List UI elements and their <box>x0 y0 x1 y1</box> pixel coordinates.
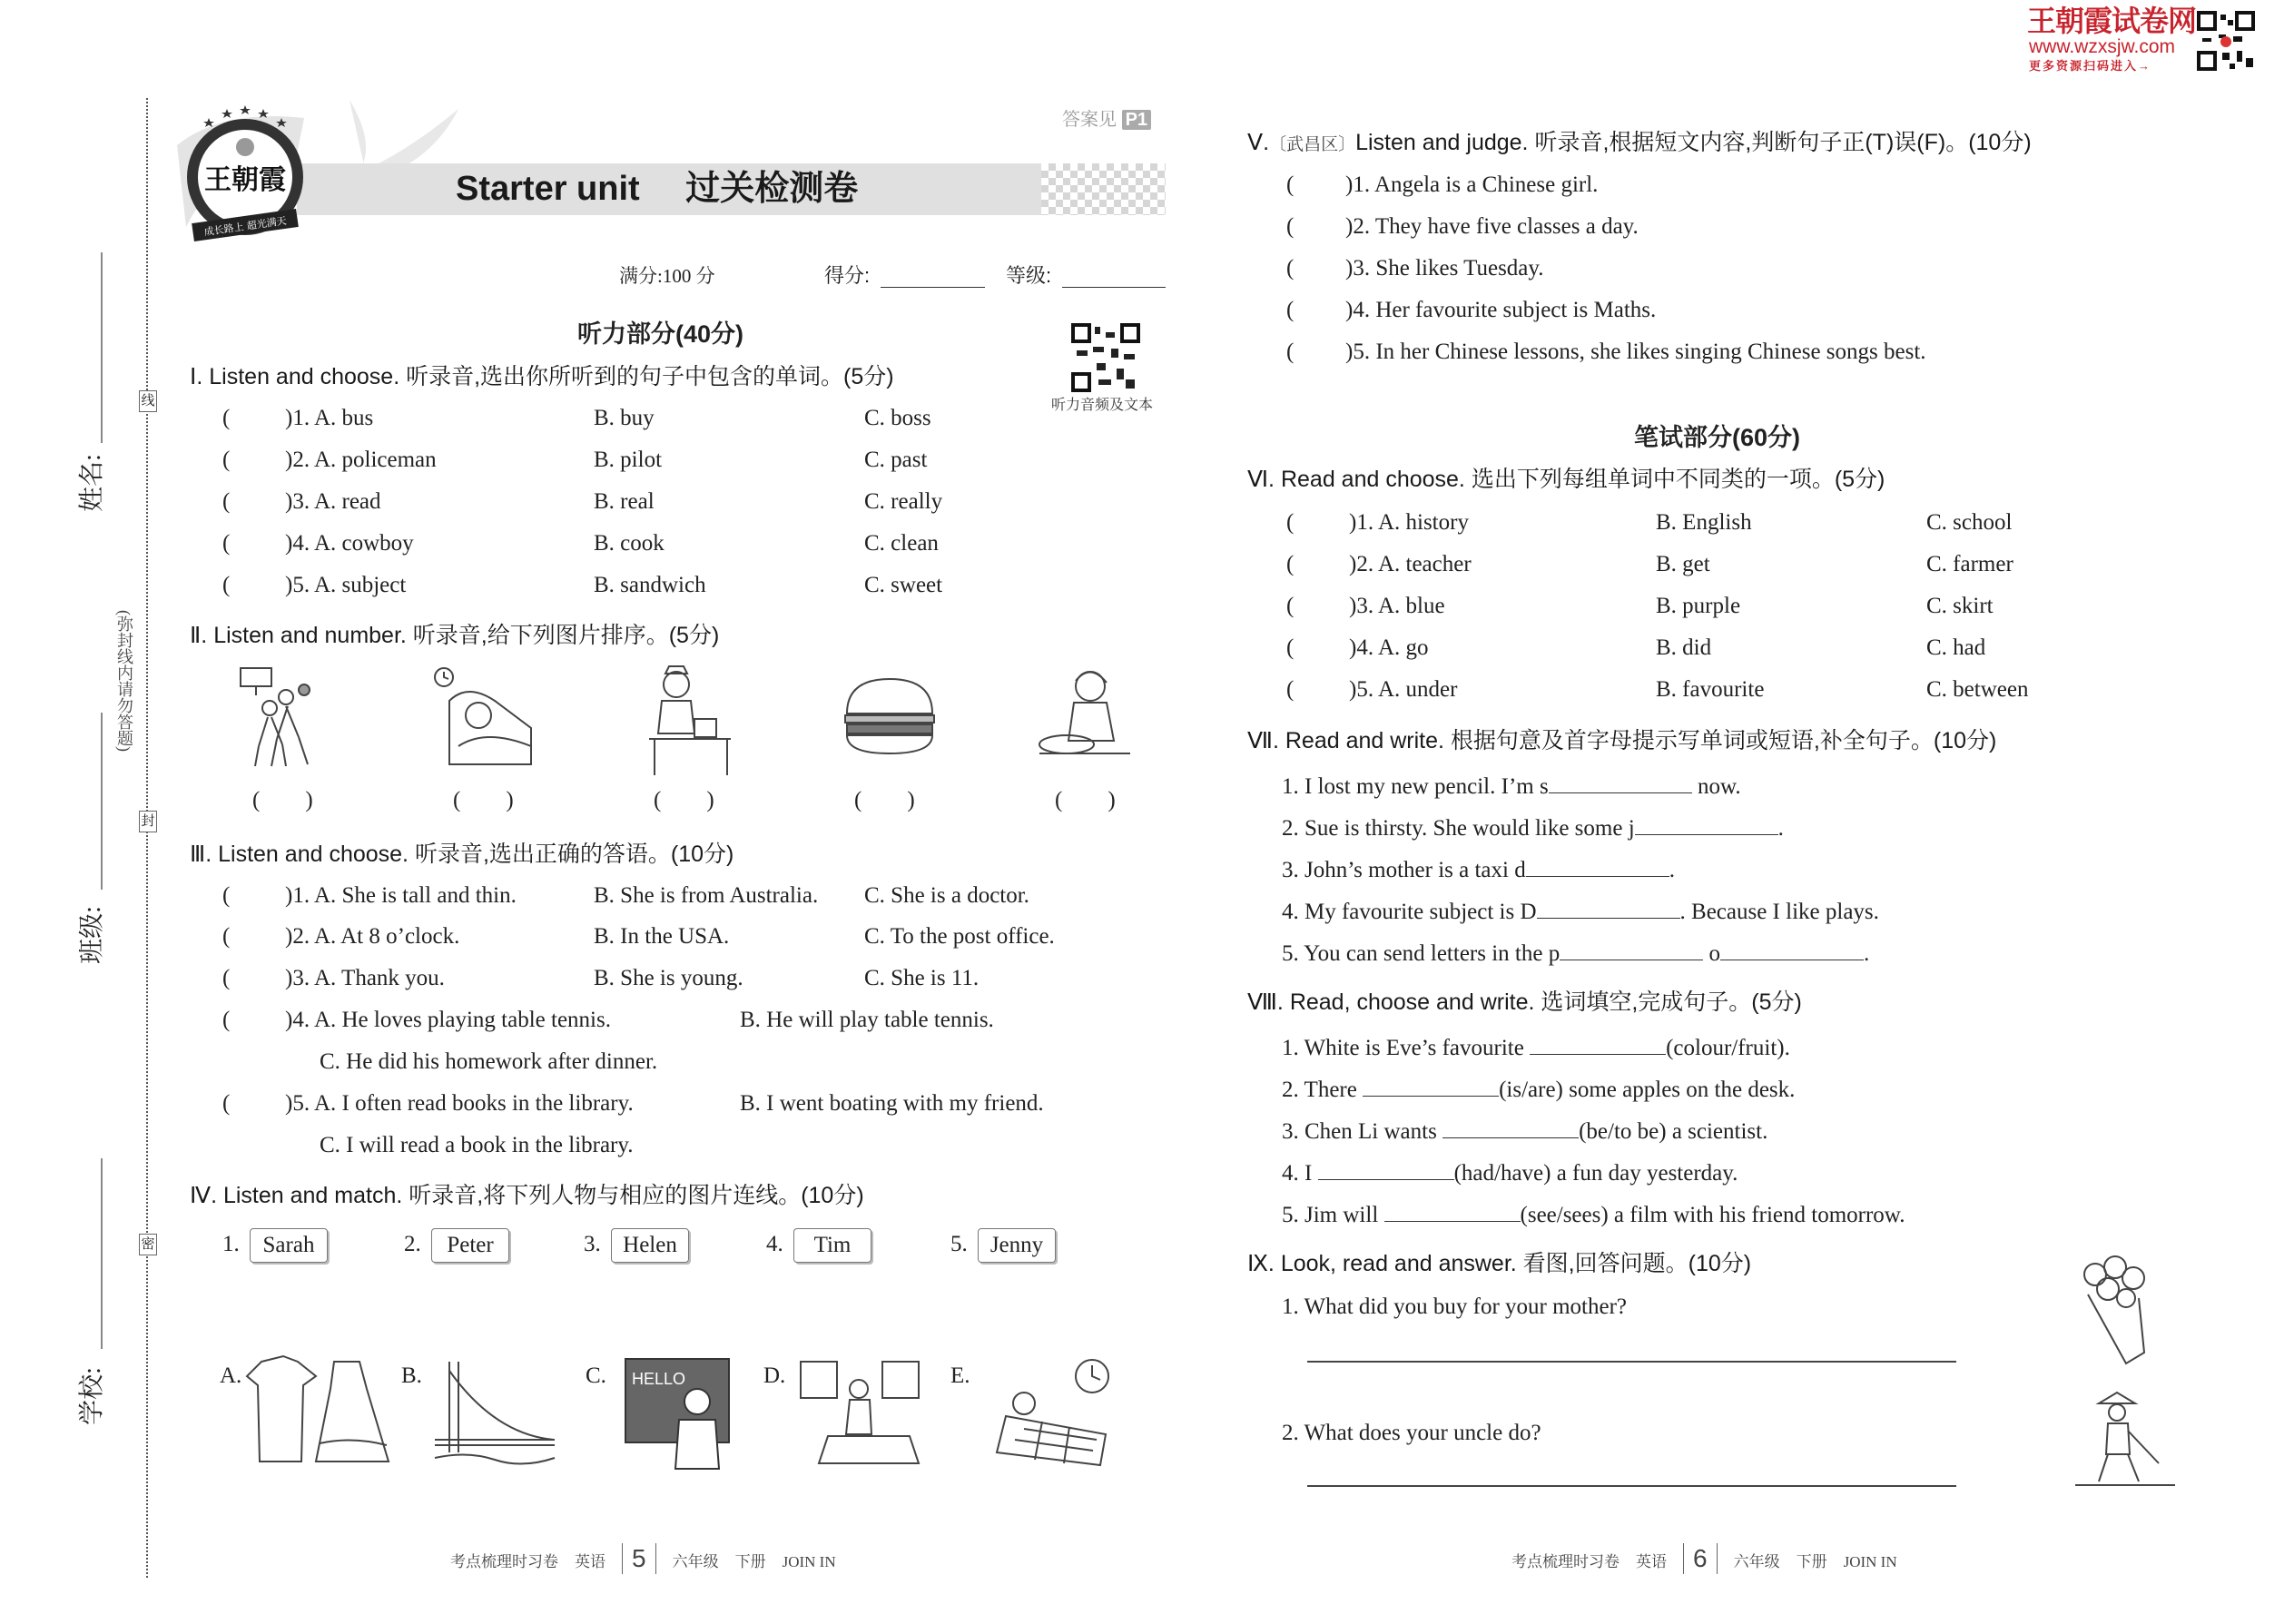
picture-label: C. <box>586 1363 606 1388</box>
fill-blank[interactable] <box>1549 771 1692 793</box>
answer-reference[interactable] <box>1062 109 1151 131</box>
option-a: )1. A. bus <box>285 406 374 430</box>
answer-paren: ( <box>1286 635 1295 660</box>
answer-paren: ( ) <box>252 788 313 812</box>
option-c: C. She is 11. <box>864 966 980 990</box>
answer-paren: ( <box>222 531 231 556</box>
section-8-title: Ⅷ. Read, choose and write. 选词填空,完成句子。(5分) <box>1247 989 1802 1015</box>
picture-label: D. <box>763 1363 786 1388</box>
sentence-text: . <box>1863 941 1870 966</box>
fill-blank[interactable] <box>1442 1116 1579 1138</box>
option-b: B. English <box>1656 510 1752 535</box>
picture-girl-eating <box>1030 663 1139 775</box>
person-name-box[interactable]: Jenny <box>978 1228 1056 1263</box>
page-title-cn: 过关检测卷 <box>685 170 859 208</box>
fill-sentence <box>1282 1157 1738 1187</box>
question-2: 2. What does your uncle do? <box>1282 1421 1541 1445</box>
option-a: )4. A. He loves playing table tennis. <box>285 1008 611 1032</box>
section-5-num: Ⅴ. <box>1247 130 1270 155</box>
option-b: B. favourite <box>1656 677 1765 702</box>
class-label: 班级: <box>77 906 106 964</box>
section-6-title: Ⅵ. Read and choose. 选出下列每组单词中不同类的一项。(5分) <box>1247 467 1885 492</box>
sentence-text: 2. There <box>1282 1078 1364 1102</box>
answer-paren: ( <box>222 1091 231 1116</box>
answer-paren: ( <box>222 489 231 514</box>
sentence-text: 3. Chen Li wants <box>1282 1119 1443 1144</box>
sentence-text: 4. My favourite subject is D <box>1282 900 1537 924</box>
footer-edition: JOIN IN <box>782 1553 836 1570</box>
option-a: )5. A. I often read books in the library. <box>285 1091 634 1116</box>
section-7-title: Ⅶ. Read and write. 根据句意及首字母提示写单词或短语,补全句子。(10分) <box>1247 728 1997 753</box>
section-3-title: Ⅲ. Listen and choose. 听录音,选出正确的答语。(10分) <box>190 842 734 867</box>
option-a: )2. A. At 8 o’clock. <box>285 924 460 949</box>
footer-edition: JOIN IN <box>1843 1553 1897 1570</box>
sentence-text: 5. Jim will <box>1282 1203 1384 1227</box>
option-c: C. I will read a book in the library. <box>320 1133 634 1157</box>
picture-flower-bouquet <box>2072 1253 2155 1365</box>
seal-notice: (弥封线内请勿答题) <box>115 610 133 752</box>
option-c: C. farmer <box>1926 552 2013 576</box>
picture-label: B. <box>401 1363 422 1388</box>
option-c: C. sweet <box>864 573 943 597</box>
brand-site-name: 王朝霞试卷网 <box>2027 5 2197 37</box>
answer-paren: ( ) <box>1055 788 1116 812</box>
footer-left <box>450 1543 852 1578</box>
seal-mark-secret: 密 <box>139 1234 157 1255</box>
footer-series: 考点梳理时习卷 <box>1511 1553 1620 1570</box>
picture-dresses <box>243 1353 393 1471</box>
footer-series: 考点梳理时习卷 <box>450 1553 558 1570</box>
option-a: )2. A. policeman <box>285 448 437 472</box>
sentence-text: 4. I <box>1282 1161 1318 1186</box>
option-a: )2. A. teacher <box>1349 552 1472 576</box>
answer-paren: ( <box>222 406 231 430</box>
page-title <box>456 169 858 209</box>
sentence-text: (colour/fruit). <box>1666 1036 1790 1060</box>
judge-statement: )5. In her Chinese lessons, she likes singing Chinese songs best. <box>1345 340 1926 364</box>
seal-mark-line: 线 <box>139 390 157 412</box>
option-c: C. really <box>864 489 943 514</box>
option-c: C. She is a doctor. <box>864 883 1029 908</box>
picture-hamburger <box>840 674 940 760</box>
fill-blank[interactable] <box>1635 812 1778 835</box>
option-a: )1. A. history <box>1349 510 1469 535</box>
option-a: )4. A. cowboy <box>285 531 414 556</box>
option-a: )5. A. subject <box>285 573 407 597</box>
option-c: C. had <box>1926 635 1986 660</box>
option-b: B. get <box>1656 552 1710 576</box>
picture-label: E. <box>950 1363 970 1388</box>
picture-bed-clock <box>988 1353 1115 1471</box>
fill-sentence <box>1282 1199 1905 1229</box>
option-a: )3. A. read <box>285 489 381 514</box>
brand-logo <box>182 100 309 245</box>
answer-paren: ( <box>1286 298 1295 322</box>
school-fill-line <box>101 1158 103 1349</box>
grade-label: 等级: <box>1006 264 1052 287</box>
person-number: 4. <box>766 1232 783 1256</box>
binding-dotted-line <box>146 98 148 1578</box>
sentence-text: . Because I like plays. <box>1679 900 1879 924</box>
grade-fill-line[interactable] <box>1062 287 1166 288</box>
picture-bedroom <box>792 1353 928 1471</box>
sentence-text: (be/to be) a scientist. <box>1579 1119 1768 1144</box>
answer-paren: ( <box>222 573 231 597</box>
answer-paren: ( <box>1286 256 1295 281</box>
seal-mark-seal: 封 <box>139 811 157 832</box>
sentence-text: 1. White is Eve’s favourite <box>1282 1036 1531 1060</box>
answer-line-2[interactable] <box>1307 1485 1956 1487</box>
fill-blank[interactable] <box>1560 938 1703 960</box>
picture-sleeping-alarm <box>431 664 549 773</box>
person-name-box[interactable]: Peter <box>431 1228 509 1263</box>
answer-paren: ( <box>222 448 231 472</box>
person-number: 1. <box>222 1232 240 1256</box>
footer-subject: 英语 <box>575 1553 605 1570</box>
page-title-en: Starter unit <box>456 170 640 208</box>
section-2-title: Ⅱ. Listen and number. 听录音,给下列图片排序。(5分) <box>190 623 720 648</box>
svg-text:成长路上 超光满天: 成长路上 超光满天 <box>202 214 288 239</box>
person-number: 3. <box>584 1232 601 1256</box>
page-number: 6 <box>1683 1543 1718 1574</box>
name-label: 姓名: <box>77 454 106 512</box>
sentence-text: o <box>1703 941 1720 966</box>
question-1: 1. What did you buy for your mother? <box>1282 1294 1628 1319</box>
fill-blank[interactable] <box>1318 1157 1454 1180</box>
fill-sentence <box>1282 896 1879 926</box>
option-c: C. past <box>864 448 928 472</box>
school-label: 学校: <box>77 1367 106 1425</box>
answer-paren: ( ) <box>654 788 714 812</box>
footer-subject: 英语 <box>1636 1553 1667 1570</box>
section-5-title <box>1247 129 2032 159</box>
option-a: )5. A. under <box>1349 677 1458 702</box>
answer-paren: ( ) <box>854 788 915 812</box>
option-b: B. pilot <box>594 448 663 472</box>
sentence-text: (see/sees) a film with his friend tomorrow. <box>1520 1203 1905 1227</box>
person-number: 5. <box>950 1232 968 1256</box>
fill-sentence <box>1282 812 1784 842</box>
fill-sentence <box>1282 771 1741 801</box>
option-b: B. In the USA. <box>594 924 730 949</box>
option-a: )3. A. blue <box>1349 594 1445 618</box>
qr-caption: 听力音频及文本 <box>1051 398 1154 413</box>
fill-blank[interactable] <box>1537 896 1680 919</box>
section-4-title: Ⅳ. Listen and match. 听录音,将下列人物与相应的图片连线。(10分) <box>190 1183 864 1208</box>
score-fill-line[interactable] <box>881 287 985 288</box>
option-c: C. He did his homework after dinner. <box>320 1049 658 1074</box>
fill-blank[interactable] <box>1720 938 1864 960</box>
blackboard-text: HELLO <box>632 1370 686 1388</box>
sentence-text: . <box>1777 816 1784 841</box>
option-c: C. boss <box>864 406 931 430</box>
fill-blank[interactable] <box>1526 854 1669 877</box>
answer-paren: ( <box>1286 340 1295 364</box>
section-5-title: Listen and judge. 听录音,根据短文内容,判断句子正(T)误(F)。(10分) <box>1355 130 2032 155</box>
answer-reference-label: 答案见 <box>1062 110 1117 130</box>
option-b: B. I went boating with my friend. <box>740 1091 1044 1116</box>
picture-bridge <box>431 1353 558 1471</box>
option-b: B. sandwich <box>594 573 706 597</box>
answer-paren: ( <box>1286 510 1295 535</box>
answer-paren: ( ) <box>453 788 514 812</box>
answer-paren: ( <box>1286 594 1295 618</box>
option-c: C. between <box>1926 677 2029 702</box>
footer-term: 下册 <box>1796 1553 1827 1570</box>
listening-qr-code[interactable] <box>1071 323 1140 392</box>
brand-site-url[interactable]: www.wzxsjw.com <box>2029 36 2176 57</box>
option-b: B. did <box>1656 635 1712 660</box>
footer-right <box>1511 1543 1914 1578</box>
judge-statement: )2. They have five classes a day. <box>1345 214 1639 239</box>
footer-term: 下册 <box>734 1553 766 1570</box>
option-b: B. buy <box>594 406 655 430</box>
section-1-title: Ⅰ. Listen and choose. 听录音,选出你所听到的句子中包含的单词。(5分) <box>190 364 894 389</box>
option-b: B. She is from Australia. <box>594 883 819 908</box>
sentence-text: . <box>1669 858 1675 882</box>
sentence-text: (had/have) a fun day yesterday. <box>1453 1161 1738 1186</box>
fill-sentence <box>1282 1116 1767 1146</box>
fill-blank[interactable] <box>1530 1032 1666 1055</box>
option-c: C. skirt <box>1926 594 1994 618</box>
name-fill-line <box>101 252 103 443</box>
option-a: )4. A. go <box>1349 635 1429 660</box>
person-name-box[interactable]: Tim <box>793 1228 871 1263</box>
person-number: 2. <box>404 1232 421 1256</box>
fill-sentence <box>1282 1032 1790 1062</box>
sentence-text: (is/are) some apples on the desk. <box>1499 1078 1796 1102</box>
answer-paren: ( <box>1286 677 1295 702</box>
full-score: 满分:100 分 <box>619 265 715 287</box>
fill-blank[interactable] <box>1384 1199 1521 1222</box>
fill-sentence <box>1282 854 1675 884</box>
picture-basketball <box>231 664 340 773</box>
answer-paren: ( <box>222 1008 231 1032</box>
option-b: B. He will play table tennis. <box>740 1008 994 1032</box>
title-band-checker <box>1041 163 1166 215</box>
option-c: C. To the post office. <box>864 924 1055 949</box>
fill-blank[interactable] <box>1363 1074 1499 1097</box>
judge-statement: )3. She likes Tuesday. <box>1345 256 1544 281</box>
svg-text:王朝霞: 王朝霞 <box>204 164 286 196</box>
fill-sentence <box>1282 1074 1795 1104</box>
picture-label: A. <box>220 1363 242 1388</box>
fill-sentence <box>1282 938 1869 968</box>
option-b: B. She is young. <box>594 966 743 990</box>
sentence-text: 2. Sue is thirsty. She would like some j <box>1282 816 1635 841</box>
picture-farmer <box>2072 1387 2179 1492</box>
picture-teacher <box>663 1380 735 1471</box>
answer-paren: ( <box>222 966 231 990</box>
footer-grade: 六年级 <box>1733 1553 1780 1570</box>
option-b: B. purple <box>1656 594 1741 618</box>
brand-site-hint: 更多资源扫码进入→ <box>2029 59 2152 73</box>
footer-grade: 六年级 <box>672 1553 719 1570</box>
option-a: )3. A. Thank you. <box>285 966 445 990</box>
score-label: 得分: <box>824 264 871 287</box>
option-c: C. clean <box>864 531 939 556</box>
option-c: C. school <box>1926 510 2013 535</box>
judge-statement: )4. Her favourite subject is Maths. <box>1345 298 1657 322</box>
answer-paren: ( <box>1286 552 1295 576</box>
brand-qr-code[interactable] <box>2197 11 2255 71</box>
option-b: B. cook <box>594 531 665 556</box>
class-fill-line <box>101 713 103 890</box>
answer-paren: ( <box>1286 172 1295 197</box>
answer-paren: ( <box>222 924 231 949</box>
option-b: B. real <box>594 489 655 514</box>
page-number: 5 <box>622 1543 656 1574</box>
section-9-title: Ⅸ. Look, read and answer. 看图,回答问题。(10分) <box>1247 1251 1752 1276</box>
answer-paren: ( <box>222 883 231 908</box>
picture-nurse-desk <box>640 661 740 777</box>
answer-reference-page: P1 <box>1122 110 1151 130</box>
answer-paren: ( <box>1286 214 1295 239</box>
person-name-box[interactable]: Sarah <box>250 1228 328 1263</box>
sentence-text: 5. You can send letters in the p <box>1282 941 1561 966</box>
judge-statement: )1. Angela is a Chinese girl. <box>1345 172 1599 197</box>
sentence-text: 1. I lost my new pencil. I’m s <box>1282 774 1549 799</box>
answer-line-1[interactable] <box>1307 1361 1956 1363</box>
section-5-tag: 〔武昌区〕 <box>1269 135 1356 154</box>
listening-section-title: 听力部分(40分) <box>577 320 744 348</box>
sentence-text: 3. John’s mother is a taxi d <box>1282 858 1526 882</box>
writing-section-title: 笔试部分(60分) <box>1634 424 1801 451</box>
option-a: )1. A. She is tall and thin. <box>285 883 517 908</box>
person-name-box[interactable]: Helen <box>611 1228 689 1263</box>
sentence-text: now. <box>1691 774 1741 799</box>
